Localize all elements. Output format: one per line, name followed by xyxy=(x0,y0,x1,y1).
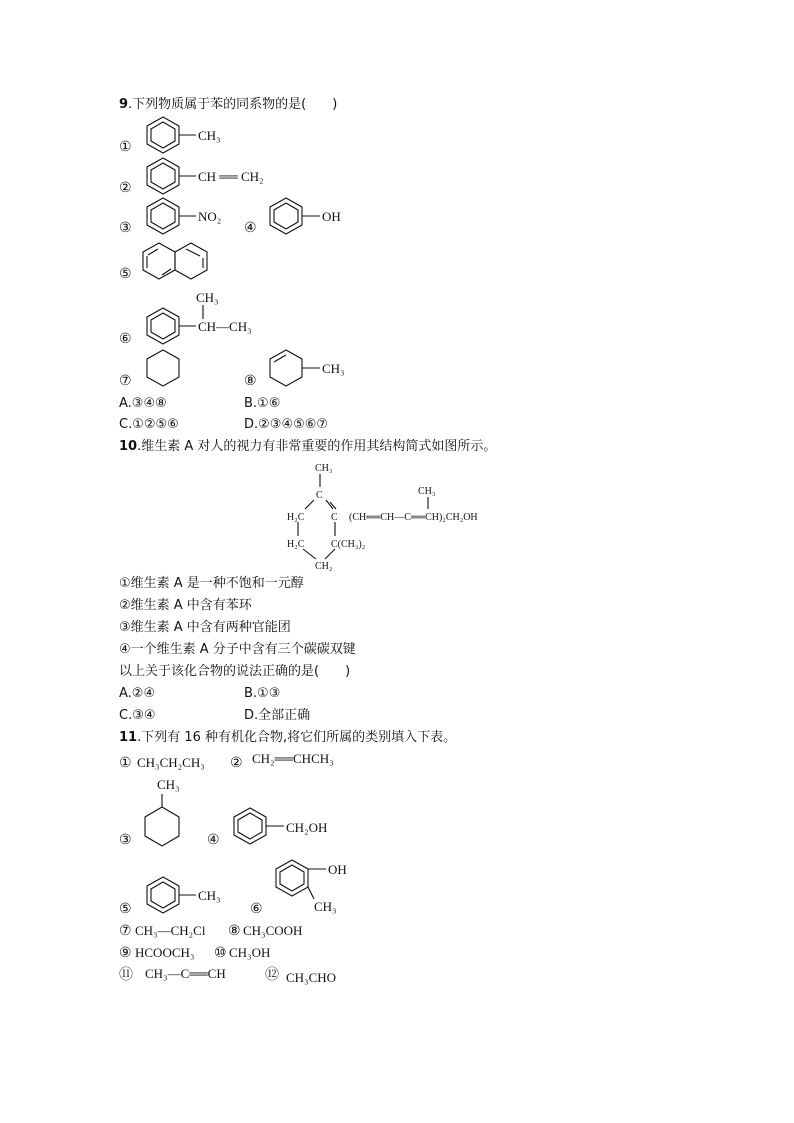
q11-item-label: ⑤ xyxy=(119,901,132,917)
q11-item-label: ⑪ xyxy=(119,967,133,983)
q11-item8-formula: CH₃COOH xyxy=(243,923,303,938)
q10-chain: (CH══CH—C══CH)₂CH₂OH xyxy=(349,512,478,523)
q9-item2-sub: CH ══ CH₂ xyxy=(198,169,264,184)
q10-statement: ③维生素 A 中含有两种官能团 xyxy=(119,620,291,635)
q11-item2-formula: CH₂══CHCH₃ xyxy=(252,751,334,766)
q10-stem-text: .维生素 A 对人的视力有非常重要的作用其结构简式如图所示。 xyxy=(137,439,497,454)
q11-number: 11 xyxy=(119,730,138,745)
q10-question: 以上关于该化合物的说法正确的是( ) xyxy=(119,664,351,679)
q10-statement: ①维生素 A 是一种不饱和一元醇 xyxy=(119,576,304,591)
q11-item5-formula: CH₃ xyxy=(198,888,221,903)
q9-item-label: ⑥ xyxy=(119,331,132,347)
q10-h2c-left: H₂C xyxy=(287,512,305,523)
q9-option-d: D.②③④⑤⑥⑦ xyxy=(244,417,329,432)
q9-stem-text: .下列物质属于苯的同系物的是( ) xyxy=(128,97,338,112)
q11-item-label: ⑥ xyxy=(250,901,263,917)
q10-c-top: C xyxy=(316,490,323,501)
q11-item-label: ⑧ xyxy=(228,923,241,939)
q9-item6-sub: CH—CH₃ xyxy=(198,319,252,334)
q10-option-a: A.②④ xyxy=(119,686,156,701)
bond xyxy=(308,887,314,899)
q9-item1-sub: CH₃ xyxy=(198,128,221,143)
benzene-ring-inner xyxy=(280,865,304,891)
q9-item4-sub: OH xyxy=(322,209,341,224)
q10-statement: ②维生素 A 中含有苯环 xyxy=(119,598,252,613)
q11-item4-formula: CH₂OH xyxy=(286,820,328,835)
q11-item11-formula: CH₃—C══CH xyxy=(145,966,226,981)
benzene-ring-inner xyxy=(238,813,262,839)
q10-number: 10 xyxy=(119,439,138,454)
q9-option-c: C.①②⑤⑥ xyxy=(119,417,179,432)
q11-item7-formula: CH₃—CH₂Cl xyxy=(135,923,206,938)
q9-item6-top: CH₃ xyxy=(196,290,219,305)
q11-item-label: ⑫ xyxy=(265,967,279,983)
q9-item-label: ③ xyxy=(119,220,132,236)
q11-item1-formula: CH₃CH₂CH₃ xyxy=(137,755,205,770)
q11-item12-formula: CH₃CHO xyxy=(286,970,337,985)
q9-item-label: ① xyxy=(119,139,132,155)
q9-item3-sub: NO₂ xyxy=(198,209,222,224)
q11-item6-ch3: CH₃ xyxy=(314,899,337,914)
q11-item-label: ② xyxy=(230,755,243,771)
q11-item-label: ③ xyxy=(119,832,132,848)
q9-item8-sub: CH₃ xyxy=(322,361,345,376)
q9-number: 9 xyxy=(119,97,129,112)
q11-item-label: ④ xyxy=(207,832,220,848)
q11-item3-ch3: CH₃ xyxy=(157,777,180,792)
q9-item-label: ⑦ xyxy=(119,373,132,389)
q9-item-label: ⑧ xyxy=(244,373,257,389)
q11-item10-formula: CH₃OH xyxy=(229,945,271,960)
q10-c-ch3-2: C(CH₃)₂ xyxy=(331,539,366,550)
q11-item-label: ⑨ xyxy=(119,945,132,961)
q10-ch2-bottom: CH₂ xyxy=(315,561,333,572)
q9-option-a: A.③④⑧ xyxy=(119,396,167,411)
q11-item-label: ① xyxy=(119,755,132,771)
q10-chain-ch3: CH₃ xyxy=(418,486,436,497)
q10-h2c-left2: H₂C xyxy=(287,539,305,550)
q10-top-ch3: CH₃ xyxy=(315,463,333,474)
q11-item6-oh: OH xyxy=(328,862,347,877)
q9-item-label: ⑤ xyxy=(119,266,132,282)
q11-item-label: ⑩ xyxy=(214,945,227,961)
q10-option-b: B.①③ xyxy=(244,686,281,701)
q9-item-label: ② xyxy=(119,180,132,196)
q10-c-mid: C xyxy=(331,512,338,523)
q10-option-d: D.全部正确 xyxy=(244,708,311,723)
q11-item9-formula: HCOOCH₃ xyxy=(135,945,195,960)
q11-stem-text: .下列有 16 种有机化合物,将它们所属的类别填入下表。 xyxy=(137,730,457,745)
q10-statement: ④一个维生素 A 分子中含有三个碳碳双键 xyxy=(119,642,356,657)
cyclohexane-ring xyxy=(145,807,179,846)
q9-option-b: B.①⑥ xyxy=(244,396,281,411)
q10-option-c: C.③④ xyxy=(119,708,156,723)
q9-item-label: ④ xyxy=(244,220,257,236)
q11-item-label: ⑦ xyxy=(119,923,132,939)
benzene-ring-inner xyxy=(151,882,175,908)
